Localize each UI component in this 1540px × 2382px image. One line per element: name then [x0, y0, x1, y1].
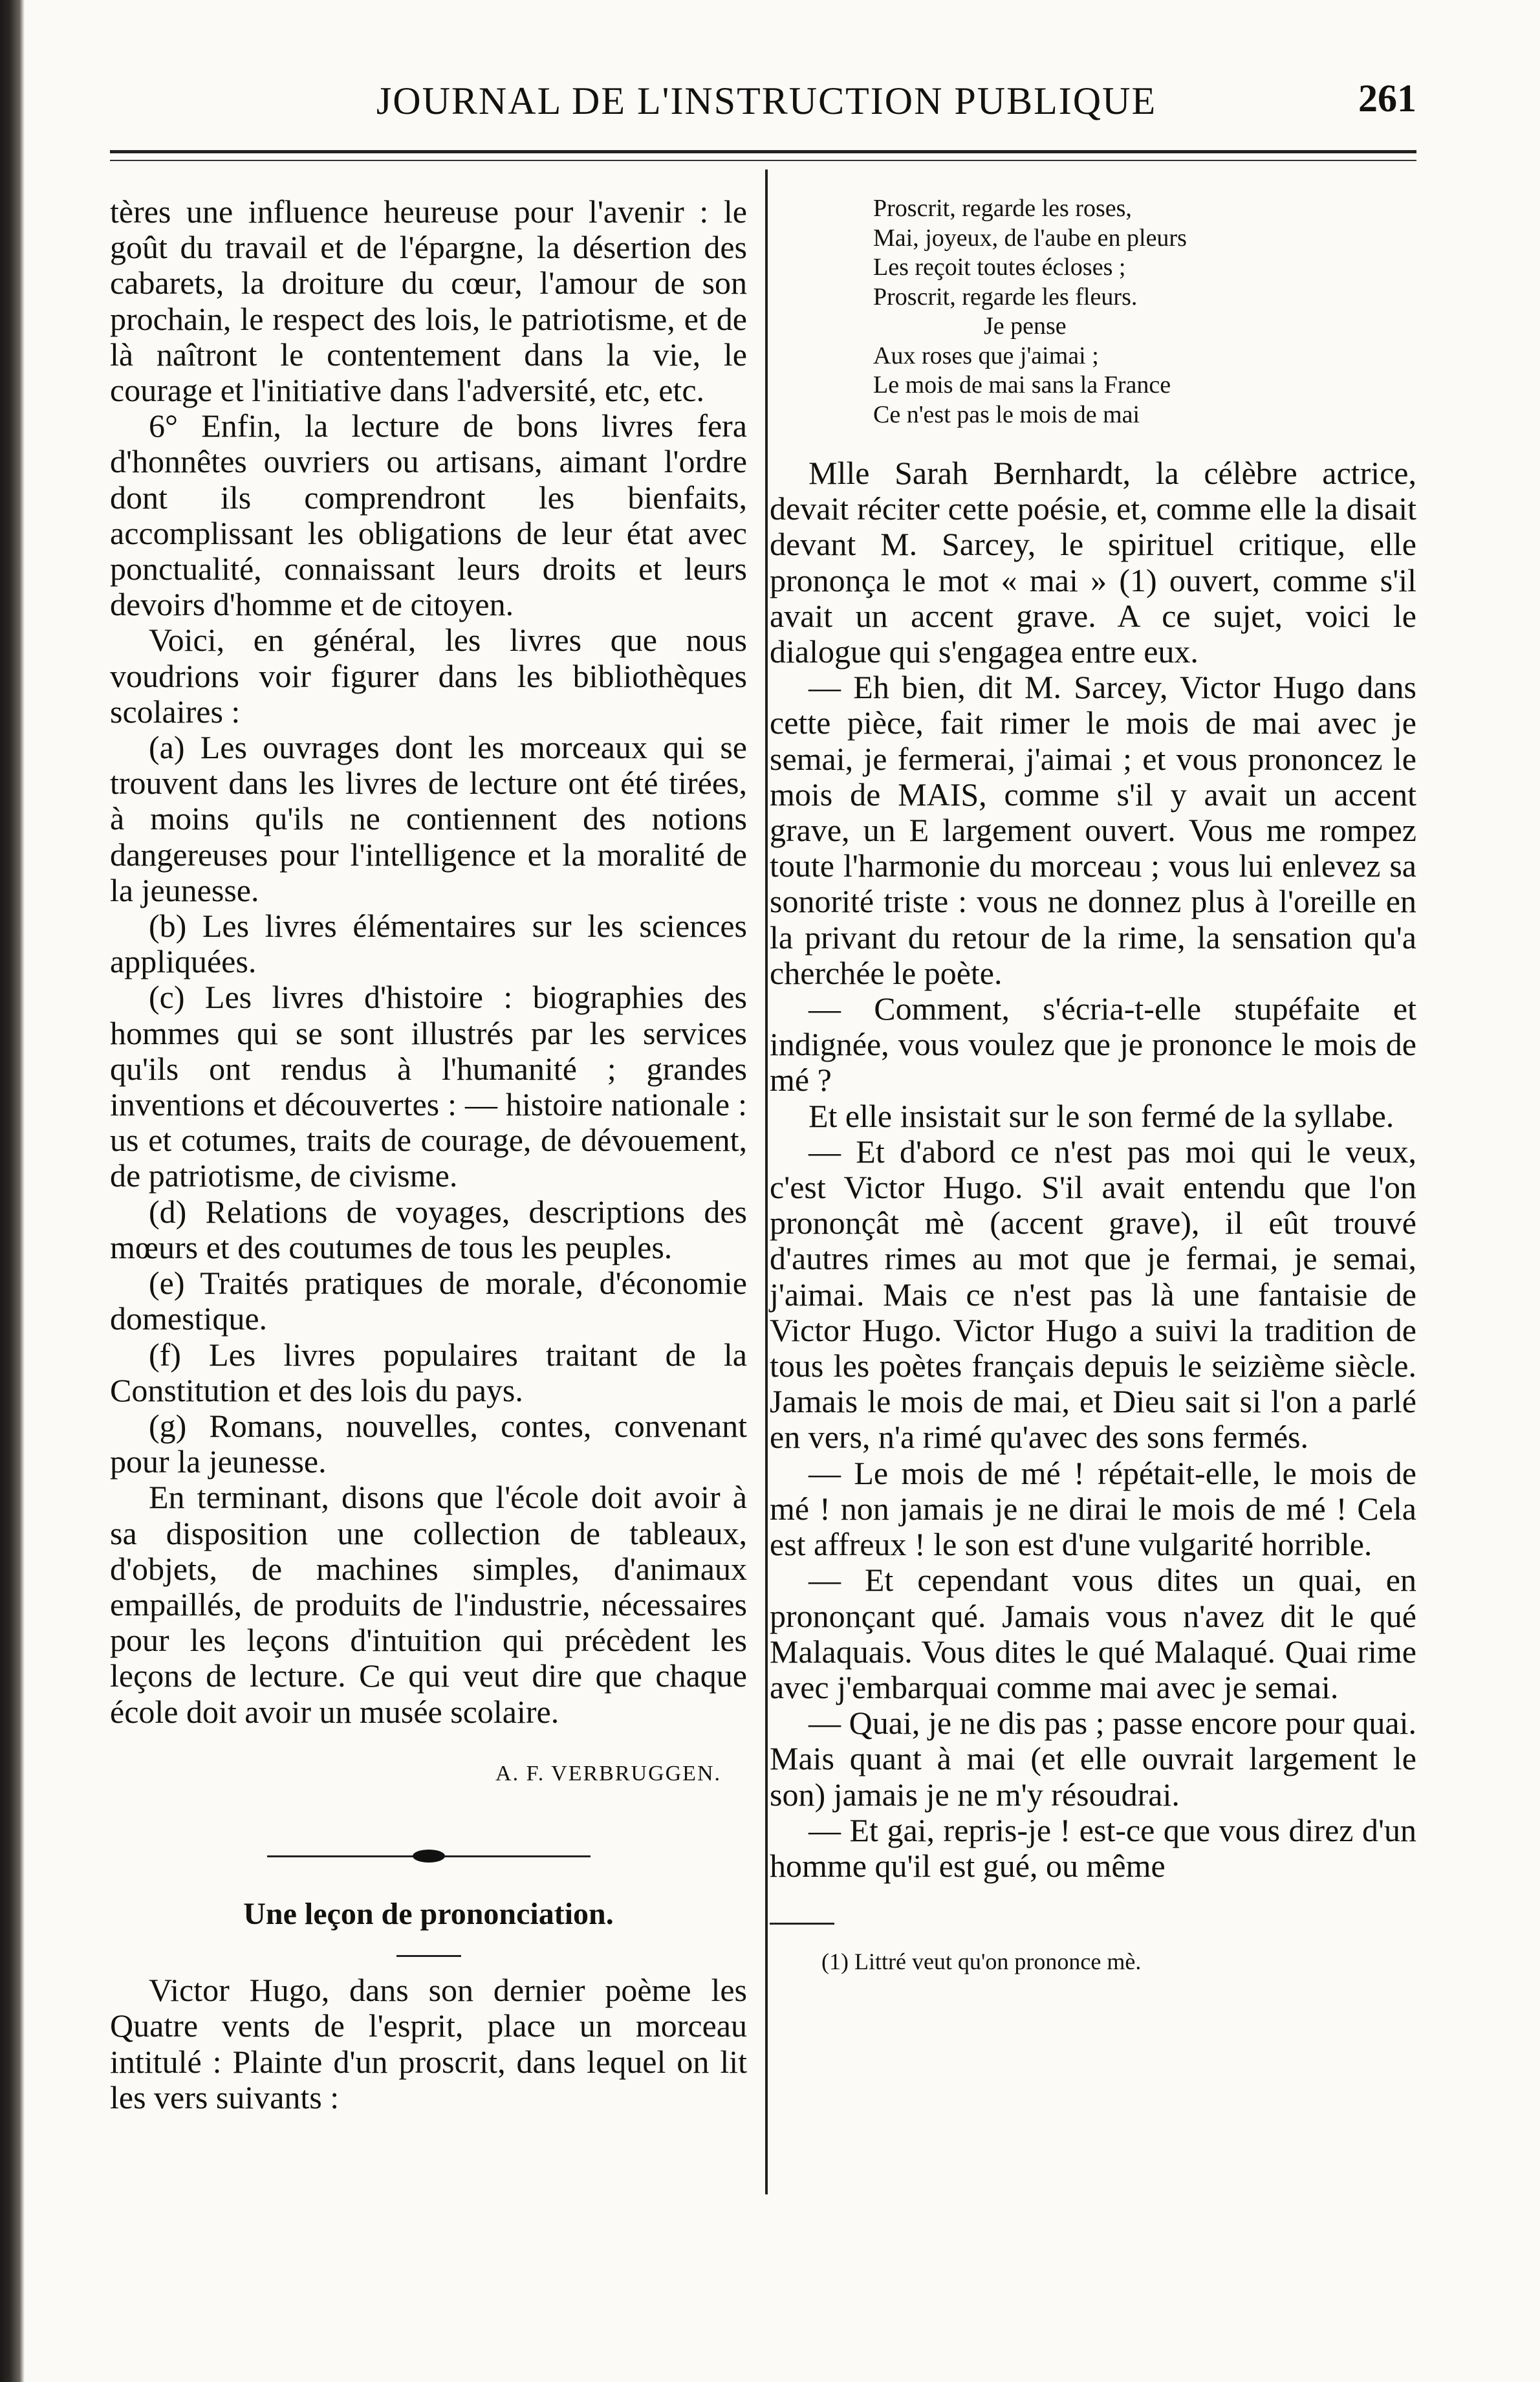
poem-line: Proscrit, regarde les fleurs.: [873, 283, 1138, 311]
section-title: Une leçon de prononciation.: [243, 1896, 614, 1931]
poem-line: Le mois de mai sans la France: [873, 371, 1171, 399]
page-number: 261: [1358, 77, 1416, 120]
list-item: (b) Les livres élémentaires sur les sciences appliquées.: [110, 908, 747, 980]
poem-line: Je pense: [873, 312, 1067, 340]
right-column: [770, 194, 1416, 1980]
column-divider: [765, 169, 768, 2194]
list-item: (a) Les ouvrages dont les morceaux qui se trouvent dans les livres de lecture ont été tirées, à moins qu'ils ne contiennent des notions dangereuses pour l'intelligence et la moralité de la jeunesse.: [110, 729, 747, 908]
poem: [873, 194, 1416, 430]
header-rule: [110, 150, 1416, 153]
dialogue-line: — Eh bien, dit M. Sarcey, Victor Hugo dans cette pièce, fait rimer le mois de mai avec je semai, je fermerai, j'aimai ; et vous prononcez le mois de MAIS, comme s'il y avait un accent grave, un E largement ouvert. Vous me rompez toute l'harmonie du morceau ; vous lui enlevez sa sonorité triste : vous ne donnez plus à l'oreille en la privant du retour de la rime, la sensation qu'a cherchée le poète.: [770, 669, 1416, 991]
section-ornament: [267, 1843, 591, 1869]
header-rule-thin: [110, 160, 1416, 161]
list-item: (g) Romans, nouvelles, contes, convenant pour la jeunesse.: [110, 1407, 747, 1480]
short-rule: [396, 1955, 461, 1957]
list-item: (d) Relations de voyages, descriptions des mœurs et des coutumes de tous les peuples.: [110, 1193, 747, 1265]
page-header: [116, 76, 1416, 135]
left-column: [110, 194, 747, 2115]
poem-line: Les reçoit toutes écloses ;: [873, 254, 1126, 281]
dialogue-line: — Le mois de mé ! répétait-elle, le mois de mé ! non jamais je ne dirai le mois de mé ! Cela est affreux ! le son est d'une vulgarité horrible.: [770, 1454, 1416, 1563]
dialogue-line: — Et cependant vous dites un quai, en prononçant qué. Jamais vous n'avez dit le qué Malaquais. Vous dites le qué Malaqué. Quai rime avec j'embarquai comme mai avec je semai.: [770, 1562, 1416, 1705]
list-item: (e) Traités pratiques de morale, d'économie domestique.: [110, 1265, 747, 1337]
page-binding-edge: [0, 0, 25, 2382]
poem-line: Ce n'est pas le mois de mai: [873, 400, 1140, 428]
footnote-rule: [770, 1923, 834, 1925]
paragraph: En terminant, disons que l'école doit avoir à sa disposition une collection de tableaux, d'objets, de machines simples, d'animaux empaillés, de produits de l'industrie, nécessaires pour les leçons d'intuition qui précèdent les leçons de lecture. Ce qui veut dire que chaque école doit avoir un musée scolaire.: [110, 1479, 747, 1730]
dialogue-line: — Et d'abord ce n'est pas moi qui le veux, c'est Victor Hugo. S'il avait entendu que l'on prononçât mè (accent grave), il eût trouvé d'autres rimes au mot que je fermai, je semai, j'aimai. Mais ce n'est pas là une fantaisie de Victor Hugo. Victor Hugo a suivi la tradition de tous les poètes français depuis le seizième siècle. Jamais le mois de mai, et Dieu sait si l'on a parlé en vers, n'a rimé qu'avec des sons fermés.: [770, 1133, 1416, 1456]
paragraph: Mlle Sarah Bernhardt, la célèbre actrice, devait réciter cette poésie, et, comme elle la disait devant M. Sarcey, le spirituel critique, elle prononça le mot « mai » (1) ouvert, comme s'il avait un accent grave. A ce sujet, voici le dialogue qui s'engagea entre eux.: [770, 455, 1416, 670]
journal-title: JOURNAL DE L'INSTRUCTION PUBLIQUE: [376, 80, 1157, 122]
author-signature: A. F. VERBRUGGEN.: [495, 1761, 721, 1786]
footnote: (1) Littré veut qu'on prononce mè.: [821, 1949, 1142, 1975]
paragraph: tères une influence heureuse pour l'avenir : le goût du travail et de l'épargne, la désertion des cabarets, la droiture du cœur, l'amour de son prochain, le respect des lois, le patriotisme, et de là naîtront le contentement dans la vie, le courage et l'initiative dans l'adversité, etc, etc.: [110, 193, 747, 409]
poem-line: Proscrit, regarde les roses,: [873, 195, 1132, 222]
paragraph: 6° Enfin, la lecture de bons livres fera d'honnêtes ouvriers ou artisans, aimant l'ordre dont ils comprendront les bienfaits, accomplissant les obligations de leur état avec ponctualité, connaissant leurs droits et leurs devoirs d'homme et de citoyen.: [110, 408, 747, 623]
paragraph: Et elle insistait sur le son fermé de la syllabe.: [808, 1097, 1394, 1134]
dialogue-line: — Comment, s'écria-t-elle stupéfaite et indignée, vous voulez que je prononce le mois de mé ?: [770, 990, 1416, 1098]
poem-line: Mai, joyeux, de l'aube en pleurs: [873, 224, 1187, 252]
dialogue-line: — Et gai, repris-je ! est-ce que vous direz d'un homme qu'il est gué, ou même: [770, 1811, 1416, 1884]
poem-line: Aux roses que j'aimai ;: [873, 342, 1099, 369]
paragraph: Victor Hugo, dans son dernier poème les Quatre vents de l'esprit, place un morceau intitulé : Plainte d'un proscrit, dans lequel on lit les vers suivants :: [110, 1972, 747, 2115]
list-item: (c) Les livres d'histoire : biographies des hommes qui se sont illustrés par les services qu'ils ont rendus à l'humanité ; grandes inventions et découvertes : — histoire nationale : us et cotumes, traits de courage, de dévouement, de patriotisme, de civisme.: [110, 979, 747, 1194]
paragraph: Voici, en général, les livres que nous voudrions voir figurer dans les bibliothèques scolaires :: [110, 622, 747, 730]
dialogue-line: — Quai, je ne dis pas ; passe encore pour quai. Mais quant à mai (et elle ouvrait largement le son) jamais je ne m'y résoudrai.: [770, 1705, 1416, 1813]
list-item: (f) Les livres populaires traitant de la Constitution et des lois du pays.: [110, 1336, 747, 1408]
